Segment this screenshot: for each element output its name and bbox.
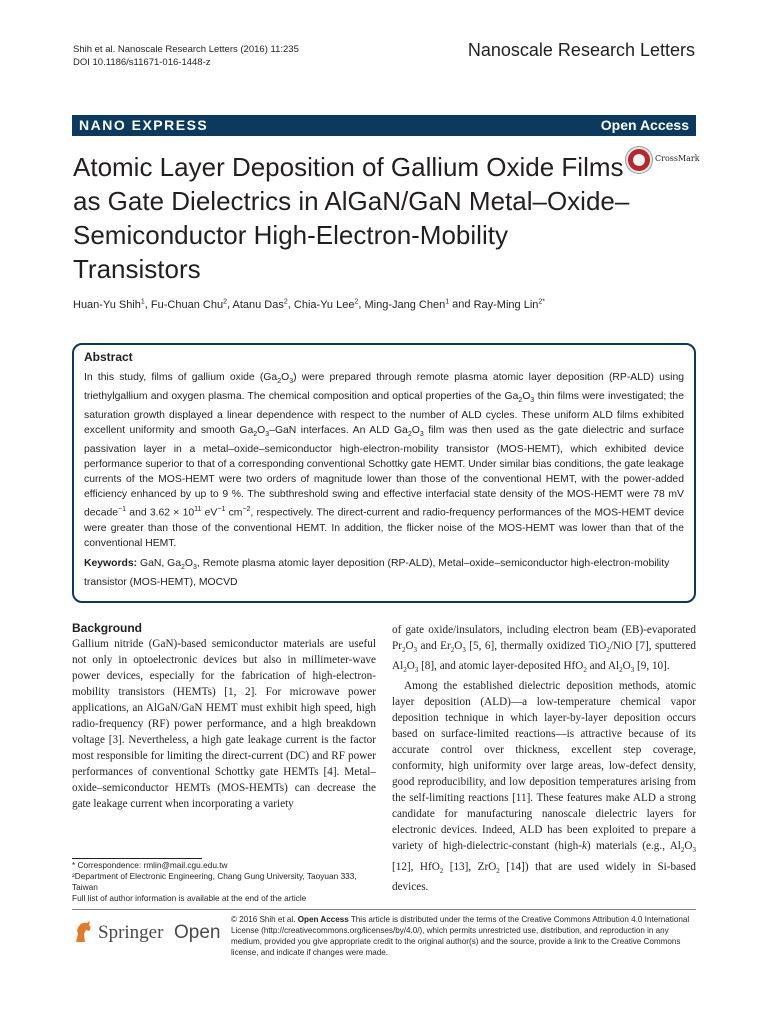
open-access-bold: Open Access [297, 915, 349, 924]
abstract-box [72, 343, 696, 603]
crossmark-icon [626, 147, 652, 173]
crossmark-badge[interactable] [626, 146, 698, 176]
author[interactable]: Huan-Yu Shih$^1$ [73, 298, 145, 311]
author[interactable]: Ray-Ming Lin$^{2*}$ [473, 298, 546, 311]
license-body: This article is distributed under the terms of the Creative Commons Attribution 4.0 International License (http://creativecommons.org/licenses/by/4.0/), which permits unrestricted use, distribution, and reproduction in any medium, provided you give appropriate credit to the original author(s) and the source, provide a link to the Creative Commons license, and indicate if changes were made. [231, 915, 690, 957]
author-list: Huan-Yu Shih$^1$, Fu-Chuan Chu$^2$, Atanu Das$^2$, Chia-Yu Lee$^2$, Ming-Jang Chen$^1$ and Ray-Ming Lin$^{2*}$ [73, 298, 546, 311]
affiliation-note: ²Department of Electronic Engineering, Chang Gung University, Taoyuan 333, Taiwan [72, 871, 357, 892]
correspondence-note[interactable]: * Correspondence: rmlin@mail.cgu.edu.tw [72, 860, 228, 870]
doi-line[interactable]: DOI 10.1186/s11671-016-1448-z [73, 57, 211, 68]
author[interactable]: Fu-Chuan Chu$^2$ [150, 298, 227, 311]
springer-open-logo[interactable] [72, 918, 222, 948]
abstract-text: In this study, films of gallium oxide $(Ga_2O_3)$ were prepared through remote plasma atomic layer deposition (RP-ALD) using triethylgallium and oxygen plasma. The chemical composition and optical properties of the $Ga_2O_3$ thin films were investigated; the saturation growth displayed a linear dependence with respect to the number of ALD cycles. These uniform ALD films exhibited excellent uniformity and smooth $Ga_2O_3$–GaN interfaces. An ALD $Ga_2O_3$ film was then used as the gate dielectric and surface passivation layer in a metal–oxide–semiconductor high-electron-mobility transistor (MOS-HEMT), which exhibited device performance superior to that of a corresponding conventional Schottky gate HEMT. Under similar bias conditions, the gate leakage currents of the MOS-HEMT were two orders of magnitude lower than those of the conventional HEMT, with the power-added efficiency enhanced by up to 9 %. The subthreshold swing and effective interfacial state density of the MOS-HEMT were 78 mV decade$^{-1}$ and $3.62 \times 10^{11}$ $eV^{-1}$ $cm^{-2}$, respectively. The direct-current and radio-frequency performances of the MOS-HEMT device were greater than those of the conventional HEMT. In addition, the flicker noise of the MOS-HEMT was lower than that of the conventional HEMT. [84, 372, 685, 549]
keywords: Keywords: GaN, $Ga_2O_3$, Remote plasma atomic layer deposition (RP-ALD), Metal–oxide–semiconductor high-electron-mobility transistor (MOS-HEMT), MOCVD [84, 557, 670, 588]
footer-divider [72, 909, 696, 910]
publisher-suffix: Open [174, 922, 221, 943]
body-paragraph: of gate oxide/insulators, including electron beam (EB)-evaporated $Pr_2O_3$ and $Er_2O_3$ [5, 6], thermally oxidized TiO$_2$/NiO [7], sputtered $Al_2O_3$ [8], and atomic layer-deposited HfO$_2$ and $Al_2O_3$ [9, 10]. [392, 624, 696, 675]
open-access-label: Open Access [600, 117, 689, 133]
journal-name: Nanoscale Research Letters [467, 40, 695, 60]
author[interactable]: Chia-Yu Lee$^2$ [293, 298, 359, 311]
article-title: Atomic Layer Deposition of Gallium Oxide Films as Gate Dielectrics in AlGaN/GaN Metal–Oxide–Semiconductor High-Electron-Mobility Transistors [73, 152, 630, 284]
body-paragraph: Among the established dielectric deposition methods, atomic layer deposition (ALD)—a low-temperature chemical vapor deposition technique in which layer-by-layer deposition occurs based on surface-limited reactions—is attractive because of its accurate control over thickness, excellent step coverage, conformity, high uniformity over large areas, low-defect density, good reproducibility, and low deposition temperatures arising from the self-limiting reactions [11]. These features make ALD a strong candidate for manufacturing nanoscale dielectric layers for electronic devices. Indeed, ALD has been exploited to prepare a variety of high-dielectric-constant (high-k) materials (e.g., $Al_2O_3$ [12], HfO$_2$ [13], ZrO$_2$ [14]) that are used widely in Si-based devices. [392, 680, 696, 893]
author[interactable]: Atanu Das$^2$ [232, 298, 288, 311]
footnotes [72, 860, 376, 904]
publisher-name: Springer [98, 922, 164, 943]
abstract-heading: Abstract [84, 350, 133, 364]
section-heading-background: Background [72, 621, 143, 635]
footnote-divider [72, 858, 202, 859]
running-header [73, 43, 299, 69]
article-type: NANO EXPRESS [79, 117, 209, 133]
article-type-banner [72, 115, 696, 136]
body-column-right [392, 622, 696, 895]
license-text [231, 914, 696, 958]
copyright: © 2016 Shih et al. [231, 915, 296, 924]
body-paragraph: Gallium nitride (GaN)-based semiconductor materials are useful not only in optoelectronic devices but also in millimeter-wave power devices, especially for the fabrication of high-electron-mobility transistors (HEMTs) [1, 2]. For microwave power applications, an AlGaN/GaN HEMT must exhibit high speed, high radio-frequency (RF) power performance, and a high breakdown voltage [3]. Nevertheless, a high gate leakage current is the factor most responsible for limiting the direct-current (DC) and RF power performances of conventional Schottky gate HEMTs [4]. Metal–oxide–semiconductor HEMTs (MOS-HEMTs) can decrease the gate leakage current when incorporating a variety [72, 638, 376, 810]
crossmark-label: CrossMark [655, 154, 700, 163]
keywords-label: Keywords: [84, 557, 138, 569]
body-column-left [72, 620, 376, 812]
author[interactable]: Ming-Jang Chen$^1$ [364, 298, 450, 311]
citation-line: Shih et al. Nanoscale Research Letters (2016) 11:235 [73, 44, 299, 55]
author-info-note: Full list of author information is available at the end of the article [72, 893, 307, 903]
springer-horse-icon [72, 920, 94, 944]
